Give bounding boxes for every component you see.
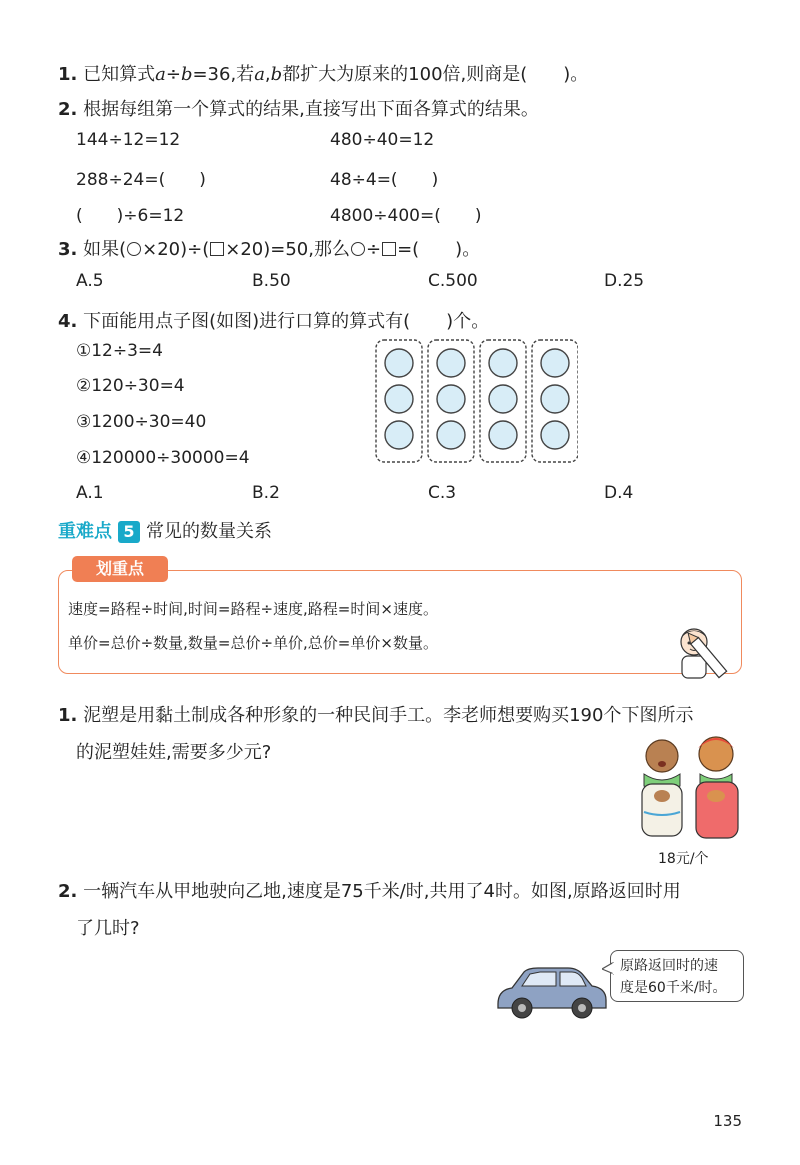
clay-dolls-icon	[634, 734, 744, 846]
car-icon	[494, 962, 610, 1022]
q3-option-b[interactable]: B.50	[252, 271, 291, 291]
q4-item-1: ①12÷3=4	[76, 341, 163, 361]
problem-text-line-1: 一辆汽车从甲地驶向乙地,速度是75千米/时,共用了4时。如图,原路返回时用	[83, 881, 681, 902]
section-number: 5	[118, 521, 140, 543]
q2-left-1: 144÷12=12	[76, 130, 181, 150]
square-symbol	[210, 242, 224, 256]
section-header	[58, 517, 272, 543]
dot-diagram	[374, 338, 578, 464]
q2-left-3[interactable]: ( )÷6=12	[76, 206, 185, 226]
square-symbol	[382, 242, 396, 256]
speech-bubble-tail	[602, 962, 614, 976]
q4-option-b[interactable]: B.2	[252, 483, 280, 503]
q4-option-c[interactable]: C.3	[428, 483, 457, 503]
q3-option-c[interactable]: C.500	[428, 271, 478, 291]
question-1: 1. 已知算式a÷b=36,若a,b都扩大为原来的100倍,则商是( )。	[58, 64, 589, 85]
question-number: 2.	[58, 881, 78, 902]
boy-with-pencil-icon	[672, 624, 732, 686]
question-number: 4.	[58, 311, 78, 332]
q2-right-1: 480÷40=12	[330, 130, 435, 150]
key-point-tag: 划重点	[72, 556, 168, 582]
question-3: 3. 如果( ×20)÷( ×20)=50,那么 ÷ =( )。	[58, 239, 481, 260]
key-point-line-2: 单价=总价÷数量,数量=总价÷单价,总价=单价×数量。	[68, 634, 438, 652]
q4-item-4: ④120000÷30000=4	[76, 448, 250, 468]
key-point-line-1: 速度=路程÷时间,时间=路程÷速度,路程=时间×速度。	[68, 600, 438, 618]
q4-option-a[interactable]: A.1	[76, 483, 104, 503]
question-text: 根据每组第一个算式的结果,直接写出下面各算式的结果。	[83, 99, 539, 120]
q4-option-d[interactable]: D.4	[604, 483, 634, 503]
q4-item-2: ②120÷30=4	[76, 376, 185, 396]
problem-text-line-1: 泥塑是用黏土制成各种形象的一种民间手工。李老师想要购买190个下图所示	[83, 705, 694, 726]
bubble-line-1: 原路返回时的速	[620, 958, 718, 974]
problem-2	[58, 877, 681, 903]
key-point-box	[58, 570, 742, 674]
problem-1-line-2: 的泥塑娃娃,需要多少元?	[76, 742, 272, 763]
problem-1	[58, 701, 693, 727]
question-4	[58, 307, 489, 333]
q3-option-a[interactable]: A.5	[76, 271, 104, 291]
q2-right-3[interactable]: 4800÷400=( )	[330, 206, 482, 226]
problem-2-line-2: 了几时?	[76, 918, 140, 939]
q4-item-3: ③1200÷30=40	[76, 412, 207, 432]
section-title: 常见的数量关系	[146, 521, 272, 542]
bubble-line-2: 度是60千米/时。	[620, 980, 727, 996]
section-label: 重难点	[58, 521, 112, 542]
question-text: 下面能用点子图(如图)进行口算的算式有( )个。	[83, 311, 490, 332]
circle-symbol	[351, 242, 365, 256]
q2-left-2[interactable]: 288÷24=( )	[76, 170, 206, 190]
page-number: 135	[713, 1112, 742, 1130]
circle-symbol	[127, 242, 141, 256]
q2-right-2[interactable]: 48÷4=( )	[330, 170, 439, 190]
question-text: 已知算式	[83, 64, 156, 85]
question-2	[58, 95, 539, 121]
question-number: 1.	[58, 64, 78, 85]
question-number: 1.	[58, 705, 78, 726]
doll-price: 18元/个	[658, 851, 709, 867]
question-number: 2.	[58, 99, 78, 120]
q3-option-d[interactable]: D.25	[604, 271, 645, 291]
question-number: 3.	[58, 239, 78, 260]
